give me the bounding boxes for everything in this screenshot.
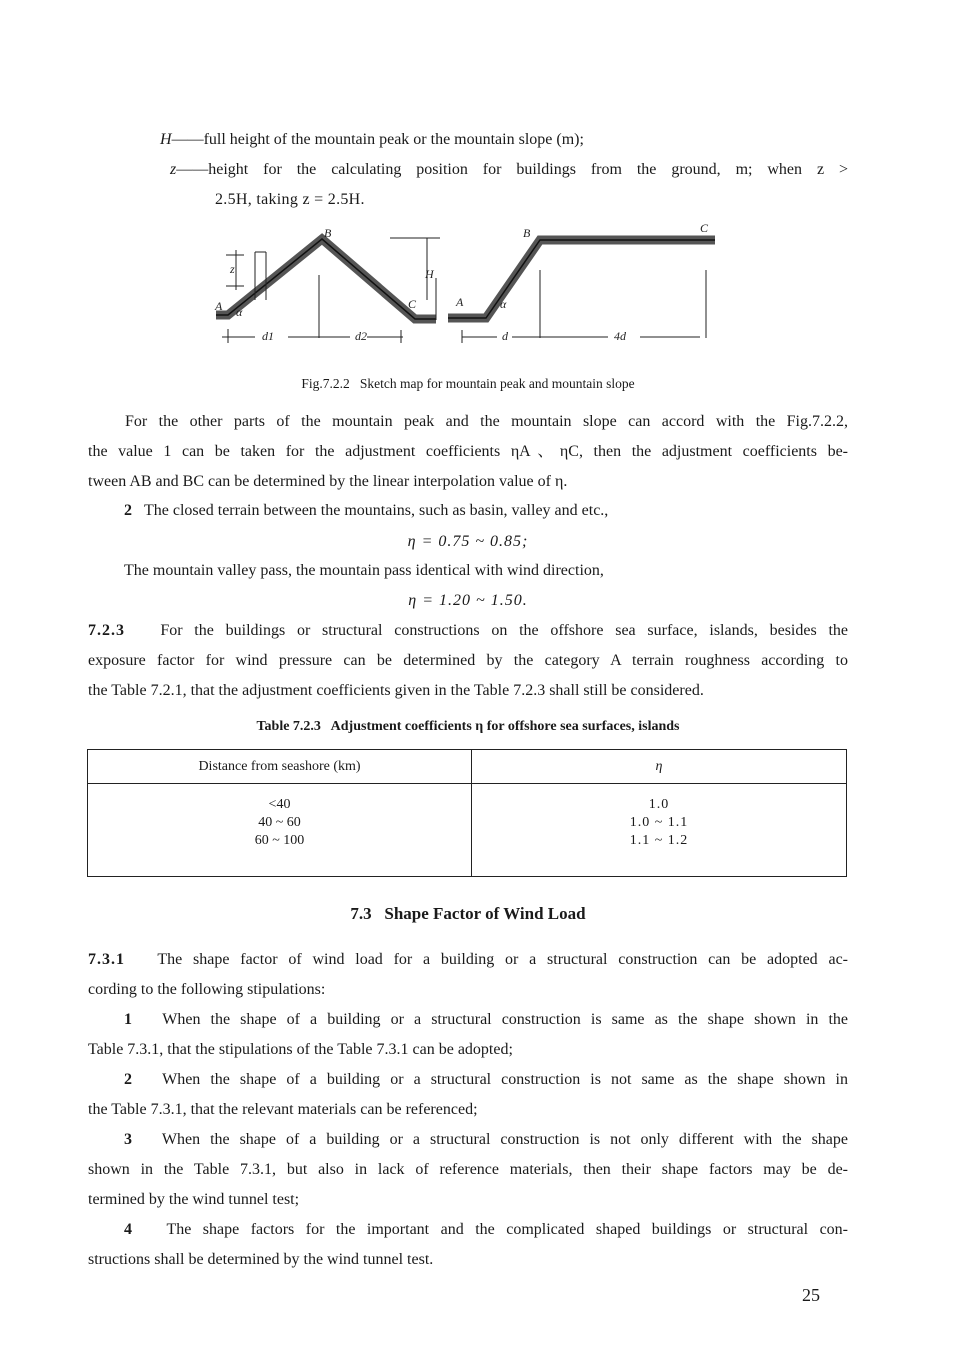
clause-number: 7.2.3 (88, 622, 125, 639)
table-cell: 40 ~ 60 (258, 815, 301, 830)
definition-text: height for the calculating position for buildings from the ground, m; when z > (208, 161, 848, 178)
item-text: When the shape of a building or a structural construction is same as the shape shown in the (162, 1011, 849, 1028)
definition-text: full height of the mountain peak or the mountain slope (m); (203, 131, 584, 148)
paragraph-line: exposure factor for wind pressure can be determined by the category A terrain roughness according to (88, 652, 848, 669)
table-cell: 60 ~ 100 (254, 833, 305, 848)
page-number: 25 (802, 1285, 820, 1305)
label-alpha: α (236, 305, 243, 319)
item-number: 2 (124, 1071, 132, 1088)
item-number: 2 (124, 502, 132, 519)
label-C: C (700, 221, 709, 235)
table-cell: 1.0 (648, 797, 670, 812)
adjustment-coefficients-table (87, 749, 847, 877)
table-header-cell: Distance from seashore (km) (88, 750, 472, 784)
table-column-eta (472, 784, 847, 877)
clause-number: 7.3.1 (88, 951, 125, 968)
label-B: B (523, 226, 531, 240)
paragraph-line: shown in the Table 7.3.1, but also in lack of reference materials, then their shape factors may be de- (88, 1161, 848, 1178)
paragraph-line: structions shall be determined by the wind tunnel test. (88, 1251, 434, 1268)
label-A: A (456, 295, 464, 309)
list-item (124, 1220, 848, 1240)
section-title: 7.3 Shape Factor of Wind Load (350, 904, 586, 923)
definition-z (170, 160, 848, 180)
mountain-peak-shape (216, 239, 436, 319)
table-column-distance (88, 784, 472, 877)
paragraph-line: Table 7.3.1, that the stipulations of the Table 7.3.1 can be adopted; (88, 1041, 513, 1058)
item-number: 3 (124, 1131, 132, 1148)
table-title: Table 7.2.3 Adjustment coefficients η for offshore sea surfaces, islands (256, 719, 680, 734)
label-B: B (324, 226, 332, 240)
label-d1: d1 (262, 329, 274, 343)
table-body (88, 784, 847, 877)
table-header-cell: η (472, 750, 847, 784)
clause-text: The shape factor of wind load for a building or a structural construction can be adopted ac- (157, 951, 849, 968)
table-cell: 1.1 ~ 1.2 (629, 833, 689, 848)
equation: η = 0.75 ~ 0.85; (407, 533, 529, 550)
figure-caption: Fig.7.2.2 Sketch map for mountain peak and mountain slope (301, 376, 635, 391)
label-z: z (230, 262, 235, 276)
symbol-H: H (160, 131, 172, 148)
list-item (124, 1070, 848, 1090)
table-cell: 1.0 ~ 1.1 (629, 815, 689, 830)
item-number: 1 (124, 1011, 132, 1028)
label-d: d (502, 329, 508, 343)
list-item (124, 1130, 848, 1150)
clause-7-2-3 (88, 621, 848, 641)
definition-H (160, 130, 584, 150)
label-alpha: α (500, 297, 507, 311)
paragraph-line: termined by the wind tunnel test; (88, 1191, 300, 1208)
table-cell: <40 (268, 797, 291, 812)
dash: —— (171, 131, 204, 148)
item-text: The closed terrain between the mountains, such as basin, valley and etc., (144, 502, 609, 519)
mountain-slope-shape (448, 240, 715, 318)
paragraph-line: The mountain valley pass, the mountain pass identical with wind direction, (124, 562, 604, 579)
clause-text: For the buildings or structural constructions on the offshore sea surface, islands, besides the (160, 622, 849, 639)
item-text: When the shape of a building or a structural construction is not only different with the shape (161, 1131, 849, 1148)
label-C: C (408, 297, 417, 311)
clause-7-3-1 (88, 950, 848, 970)
item-text: The shape factors for the important and the complicated shaped buildings or structural con- (166, 1221, 848, 1238)
equation: η = 1.20 ~ 1.50. (408, 592, 528, 609)
paragraph-line: For the other parts of the mountain peak and the mountain slope can accord with the Fig.7.2.2, (125, 413, 848, 430)
definition-continuation: 2.5H, taking z = 2.5H. (215, 191, 365, 208)
dash: —— (176, 161, 209, 178)
label-d2: d2 (355, 329, 367, 343)
item-2 (124, 501, 884, 521)
paragraph-line: the value 1 can be taken for the adjustment coefficients ηA、ηC, then the adjustment coefficients be- (88, 443, 848, 460)
item-text: When the shape of a building or a structural construction is not same as the shape shown in (162, 1071, 848, 1088)
item-number: 4 (124, 1221, 132, 1238)
label-A: A (215, 299, 223, 313)
list-item (124, 1010, 848, 1030)
label-H: H (425, 267, 434, 281)
label-4d: 4d (614, 329, 626, 343)
paragraph-line: the Table 7.2.1, that the adjustment coefficients given in the Table 7.2.3 shall still be considered. (88, 682, 704, 699)
paragraph-line: cording to the following stipulations: (88, 981, 326, 998)
paragraph-line: tween AB and BC can be determined by the linear interpolation value of η. (88, 473, 568, 490)
table-header-row (88, 750, 847, 784)
paragraph-line: the Table 7.3.1, that the relevant materials can be referenced; (88, 1101, 478, 1118)
symbol-z: z (170, 161, 177, 178)
mountain-sketch-figure (200, 220, 740, 360)
